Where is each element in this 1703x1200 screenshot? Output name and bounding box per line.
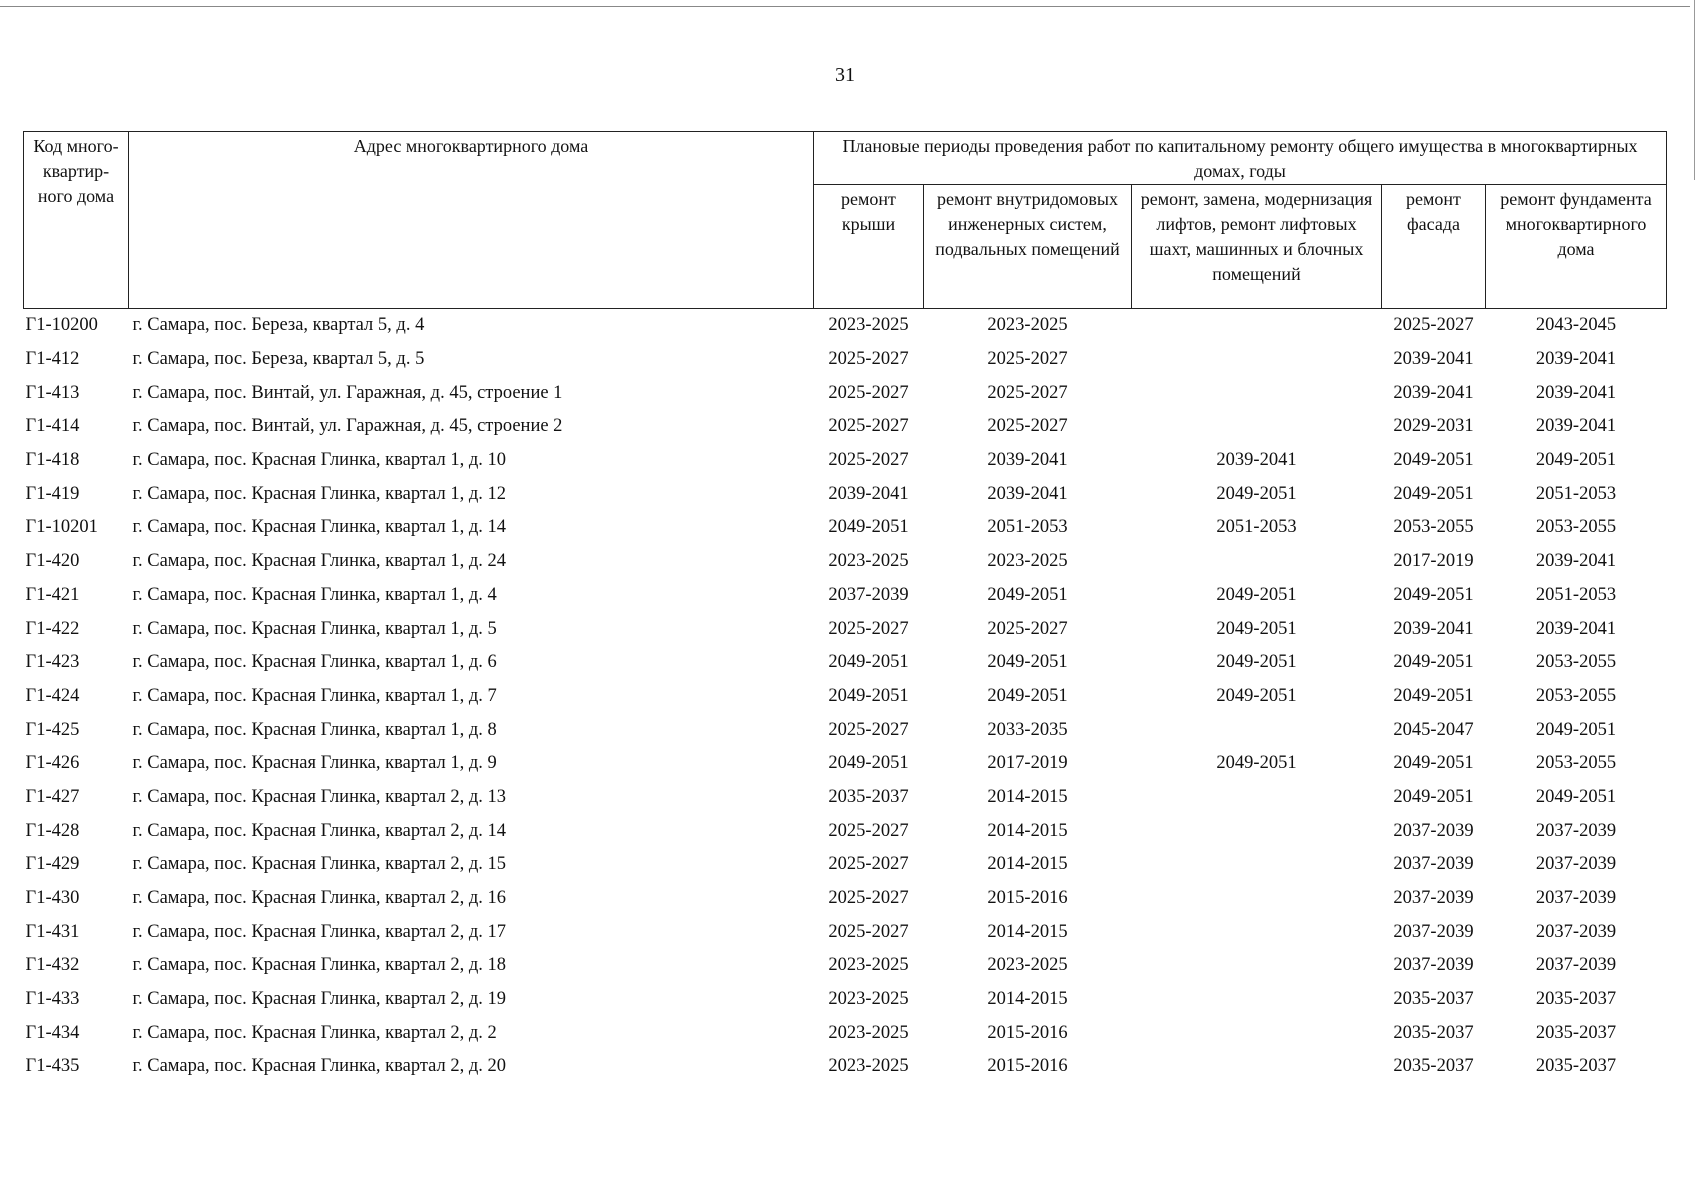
cell-address: г. Самара, пос. Красная Глинка, квартал 1, д. 10 xyxy=(132,450,507,471)
cell-engineering: 2014-2015 xyxy=(987,820,1068,841)
cell-engineering: 2015-2016 xyxy=(987,1056,1068,1077)
table-row xyxy=(24,848,1667,882)
cell-facade: 2035-2037 xyxy=(1393,1056,1474,1077)
cell-code: Г1-420 xyxy=(25,551,80,572)
cell-roof: 2025-2027 xyxy=(828,382,909,403)
table-row xyxy=(24,1016,1667,1050)
cell-address: г. Самара, пос. Красная Глинка, квартал 2, д. 20 xyxy=(132,1056,507,1077)
cell-code: Г1-435 xyxy=(25,1056,80,1077)
scan-top-line xyxy=(0,6,1690,7)
cell-code: Г1-431 xyxy=(25,921,80,942)
table-row xyxy=(24,579,1667,613)
table-row xyxy=(24,511,1667,545)
cell-roof: 2025-2027 xyxy=(828,854,909,875)
table-row xyxy=(24,444,1667,478)
cell-foundation: 2053-2055 xyxy=(1535,652,1617,673)
cell-engineering: 2017-2019 xyxy=(987,753,1068,774)
cell-address: г. Самара, пос. Красная Глинка, квартал 2, д. 19 xyxy=(132,989,507,1010)
cell-foundation: 2053-2055 xyxy=(1535,753,1617,774)
cell-elevators: 2051-2053 xyxy=(1216,517,1297,538)
cell-foundation: 2049-2051 xyxy=(1535,719,1617,740)
cell-elevators: 2049-2051 xyxy=(1216,652,1297,673)
cell-roof: 2025-2027 xyxy=(828,719,909,740)
cell-address: г. Самара, пос. Красная Глинка, квартал 2, д. 15 xyxy=(132,854,507,875)
cell-address: г. Самара, пос. Береза, квартал 5, д. 4 xyxy=(132,315,425,336)
cell-code: Г1-432 xyxy=(25,955,80,976)
cell-address: г. Самара, пос. Красная Глинка, квартал 1, д. 4 xyxy=(132,584,497,605)
cell-roof: 2049-2051 xyxy=(828,685,909,706)
cell-facade: 2035-2037 xyxy=(1393,1022,1474,1043)
cell-address: г. Самара, пос. Винтай, ул. Гаражная, д. 45, строение 1 xyxy=(132,382,563,403)
cell-code: Г1-418 xyxy=(25,450,80,471)
cell-code: Г1-426 xyxy=(25,753,80,774)
header-engineering: ремонт внутридомовых инженерных систем, подвальных помещений xyxy=(924,185,1132,309)
table-row xyxy=(24,410,1667,444)
cell-address: г. Самара, пос. Красная Глинка, квартал 1, д. 7 xyxy=(132,685,497,706)
cell-address: г. Самара, пос. Красная Глинка, квартал 1, д. 8 xyxy=(132,719,497,740)
cell-code: Г1-413 xyxy=(25,382,80,403)
cell-code: Г1-422 xyxy=(25,618,80,639)
cell-engineering: 2014-2015 xyxy=(987,786,1068,807)
cell-foundation: 2037-2039 xyxy=(1535,854,1617,875)
cell-engineering: 2049-2051 xyxy=(987,685,1068,706)
cell-elevators xyxy=(1132,376,1382,410)
cell-elevators xyxy=(1132,1016,1382,1050)
cell-foundation: 2053-2055 xyxy=(1535,685,1617,706)
cell-address: г. Самара, пос. Винтай, ул. Гаражная, д. 45, строение 2 xyxy=(132,416,563,437)
cell-address: г. Самара, пос. Красная Глинка, квартал 2, д. 14 xyxy=(132,820,507,841)
cell-elevators xyxy=(1132,949,1382,983)
table-row xyxy=(24,612,1667,646)
cell-address: г. Самара, пос. Красная Глинка, квартал 1, д. 14 xyxy=(132,517,507,538)
cell-code: Г1-421 xyxy=(25,584,80,605)
cell-roof: 2049-2051 xyxy=(828,753,909,774)
cell-code: Г1-414 xyxy=(25,416,80,437)
cell-engineering: 2023-2025 xyxy=(987,551,1068,572)
cell-engineering: 2039-2041 xyxy=(987,483,1068,504)
cell-elevators: 2049-2051 xyxy=(1216,685,1297,706)
cell-facade: 2049-2051 xyxy=(1393,652,1474,673)
cell-foundation: 2039-2041 xyxy=(1535,382,1617,403)
cell-roof: 2023-2025 xyxy=(828,315,909,336)
cell-facade: 2037-2039 xyxy=(1393,921,1474,942)
cell-foundation: 2037-2039 xyxy=(1535,921,1617,942)
cell-facade: 2025-2027 xyxy=(1393,315,1474,336)
cell-engineering: 2015-2016 xyxy=(987,1022,1068,1043)
cell-elevators xyxy=(1132,1050,1382,1084)
cell-foundation: 2039-2041 xyxy=(1535,349,1617,370)
cell-facade: 2049-2051 xyxy=(1393,450,1474,471)
table-header xyxy=(24,132,1667,309)
table-row xyxy=(24,646,1667,680)
cell-roof: 2049-2051 xyxy=(828,652,909,673)
cell-facade: 2039-2041 xyxy=(1393,618,1474,639)
cell-engineering: 2023-2025 xyxy=(987,955,1068,976)
cell-roof: 2025-2027 xyxy=(828,349,909,370)
table-row xyxy=(24,343,1667,377)
cell-roof: 2025-2027 xyxy=(828,888,909,909)
cell-facade: 2049-2051 xyxy=(1393,483,1474,504)
cell-foundation: 2049-2051 xyxy=(1535,450,1617,471)
cell-foundation: 2051-2053 xyxy=(1535,483,1617,504)
cell-engineering: 2015-2016 xyxy=(987,888,1068,909)
cell-code: Г1-427 xyxy=(25,786,80,807)
cell-code: Г1-419 xyxy=(25,483,80,504)
cell-elevators: 2049-2051 xyxy=(1216,584,1297,605)
cell-facade: 2039-2041 xyxy=(1393,382,1474,403)
cell-code: Г1-423 xyxy=(25,652,80,673)
cell-foundation: 2051-2053 xyxy=(1535,584,1617,605)
cell-elevators: 2049-2051 xyxy=(1216,618,1297,639)
cell-engineering: 2025-2027 xyxy=(987,416,1068,437)
cell-elevators xyxy=(1132,545,1382,579)
cell-code: Г1-10201 xyxy=(25,517,98,538)
cell-address: г. Самара, пос. Красная Глинка, квартал 1, д. 6 xyxy=(132,652,497,673)
cell-elevators xyxy=(1132,915,1382,949)
cell-address: г. Самара, пос. Красная Глинка, квартал 2, д. 2 xyxy=(132,1022,497,1043)
cell-facade: 2037-2039 xyxy=(1393,854,1474,875)
cell-roof: 2025-2027 xyxy=(828,921,909,942)
cell-roof: 2039-2041 xyxy=(828,483,909,504)
cell-facade: 2049-2051 xyxy=(1393,753,1474,774)
cell-foundation: 2035-2037 xyxy=(1535,989,1617,1010)
cell-facade: 2037-2039 xyxy=(1393,955,1474,976)
cell-engineering: 2025-2027 xyxy=(987,618,1068,639)
cell-facade: 2049-2051 xyxy=(1393,685,1474,706)
cell-foundation: 2037-2039 xyxy=(1535,820,1617,841)
cell-code: Г1-412 xyxy=(25,349,80,370)
cell-code: Г1-10200 xyxy=(25,315,98,336)
cell-engineering: 2014-2015 xyxy=(987,921,1068,942)
cell-facade: 2049-2051 xyxy=(1393,786,1474,807)
cell-foundation: 2035-2037 xyxy=(1535,1056,1617,1077)
cell-facade: 2017-2019 xyxy=(1393,551,1474,572)
table-row xyxy=(24,781,1667,815)
cell-address: г. Самара, пос. Красная Глинка, квартал 2, д. 18 xyxy=(132,955,507,976)
cell-elevators: 2049-2051 xyxy=(1216,753,1297,774)
cell-facade: 2035-2037 xyxy=(1393,989,1474,1010)
cell-address: г. Самара, пос. Береза, квартал 5, д. 5 xyxy=(132,349,425,370)
cell-code: Г1-433 xyxy=(25,989,80,1010)
cell-address: г. Самара, пос. Красная Глинка, квартал 1, д. 24 xyxy=(132,551,507,572)
cell-engineering: 2049-2051 xyxy=(987,584,1068,605)
page-number: 31 xyxy=(835,64,855,86)
cell-address: г. Самара, пос. Красная Глинка, квартал 1, д. 5 xyxy=(132,618,497,639)
cell-address: г. Самара, пос. Красная Глинка, квартал 2, д. 16 xyxy=(132,888,507,909)
table-row xyxy=(24,680,1667,714)
cell-elevators xyxy=(1132,343,1382,377)
cell-foundation: 2043-2045 xyxy=(1535,315,1617,336)
cell-roof: 2025-2027 xyxy=(828,416,909,437)
table-row xyxy=(24,983,1667,1017)
table-row xyxy=(24,376,1667,410)
cell-roof: 2025-2027 xyxy=(828,618,909,639)
cell-engineering: 2049-2051 xyxy=(987,652,1068,673)
cell-elevators: 2049-2051 xyxy=(1216,483,1297,504)
table-row xyxy=(24,949,1667,983)
cell-elevators: 2039-2041 xyxy=(1216,450,1297,471)
cell-elevators xyxy=(1132,882,1382,916)
cell-code: Г1-424 xyxy=(25,685,80,706)
cell-code: Г1-425 xyxy=(25,719,80,740)
scan-right-edge xyxy=(1694,0,1695,180)
cell-code: Г1-434 xyxy=(25,1022,80,1043)
cell-roof: 2023-2025 xyxy=(828,551,909,572)
cell-roof: 2025-2027 xyxy=(828,450,909,471)
cell-engineering: 2025-2027 xyxy=(987,349,1068,370)
header-code: Код много-квартир-ного дома xyxy=(24,132,129,309)
cell-engineering: 2014-2015 xyxy=(987,989,1068,1010)
header-address: Адрес многоквартирного дома xyxy=(129,132,814,309)
cell-foundation: 2037-2039 xyxy=(1535,888,1617,909)
cell-engineering: 2023-2025 xyxy=(987,315,1068,336)
cell-foundation: 2049-2051 xyxy=(1535,786,1617,807)
cell-facade: 2037-2039 xyxy=(1393,820,1474,841)
header-roof: ремонт крыши xyxy=(814,185,924,309)
cell-roof: 2023-2025 xyxy=(828,955,909,976)
repair-schedule-table xyxy=(23,131,1667,1084)
cell-engineering: 2025-2027 xyxy=(987,382,1068,403)
table-row xyxy=(24,1050,1667,1084)
header-elevators: ремонт, замена, модернизация лифтов, ремонт лифтовых шахт, машинных и блочных помещений xyxy=(1132,185,1382,309)
cell-engineering: 2051-2053 xyxy=(987,517,1068,538)
table-row xyxy=(24,477,1667,511)
cell-engineering: 2014-2015 xyxy=(987,854,1068,875)
cell-roof: 2025-2027 xyxy=(828,820,909,841)
cell-elevators xyxy=(1132,814,1382,848)
cell-address: г. Самара, пос. Красная Глинка, квартал 2, д. 17 xyxy=(132,921,507,942)
cell-roof: 2037-2039 xyxy=(828,584,909,605)
cell-facade: 2039-2041 xyxy=(1393,349,1474,370)
cell-address: г. Самара, пос. Красная Глинка, квартал 2, д. 13 xyxy=(132,786,507,807)
cell-foundation: 2053-2055 xyxy=(1535,517,1617,538)
cell-roof: 2023-2025 xyxy=(828,1056,909,1077)
table-row xyxy=(24,915,1667,949)
cell-address: г. Самара, пос. Красная Глинка, квартал 1, д. 9 xyxy=(132,753,497,774)
cell-elevators xyxy=(1132,713,1382,747)
cell-facade: 2029-2031 xyxy=(1393,416,1474,437)
cell-facade: 2049-2051 xyxy=(1393,584,1474,605)
cell-facade: 2053-2055 xyxy=(1393,517,1474,538)
cell-elevators xyxy=(1132,848,1382,882)
header-periods-group: Плановые периоды проведения работ по капитальному ремонту общего имущества в многоквартирных домах, годы xyxy=(814,132,1667,185)
cell-roof: 2049-2051 xyxy=(828,517,909,538)
table-body xyxy=(24,309,1667,1084)
cell-foundation: 2037-2039 xyxy=(1535,955,1617,976)
table-row xyxy=(24,309,1667,343)
cell-address: г. Самара, пос. Красная Глинка, квартал 1, д. 12 xyxy=(132,483,507,504)
cell-foundation: 2039-2041 xyxy=(1535,618,1617,639)
cell-foundation: 2039-2041 xyxy=(1535,416,1617,437)
cell-roof: 2035-2037 xyxy=(828,786,909,807)
cell-engineering: 2039-2041 xyxy=(987,450,1068,471)
cell-foundation: 2035-2037 xyxy=(1535,1022,1617,1043)
cell-code: Г1-430 xyxy=(25,888,80,909)
cell-elevators xyxy=(1132,410,1382,444)
cell-roof: 2023-2025 xyxy=(828,1022,909,1043)
cell-code: Г1-429 xyxy=(25,854,80,875)
table-row xyxy=(24,882,1667,916)
table-row xyxy=(24,713,1667,747)
header-facade: ремонт фасада xyxy=(1382,185,1486,309)
cell-facade: 2045-2047 xyxy=(1393,719,1474,740)
table-row xyxy=(24,545,1667,579)
cell-code: Г1-428 xyxy=(25,820,80,841)
header-foundation: ремонт фундамента многоквартирного дома xyxy=(1486,185,1667,309)
cell-roof: 2023-2025 xyxy=(828,989,909,1010)
cell-elevators xyxy=(1132,781,1382,815)
cell-elevators xyxy=(1132,983,1382,1017)
cell-engineering: 2033-2035 xyxy=(987,719,1068,740)
table-row xyxy=(24,814,1667,848)
cell-foundation: 2039-2041 xyxy=(1535,551,1617,572)
cell-facade: 2037-2039 xyxy=(1393,888,1474,909)
cell-elevators xyxy=(1132,309,1382,343)
table-row xyxy=(24,747,1667,781)
